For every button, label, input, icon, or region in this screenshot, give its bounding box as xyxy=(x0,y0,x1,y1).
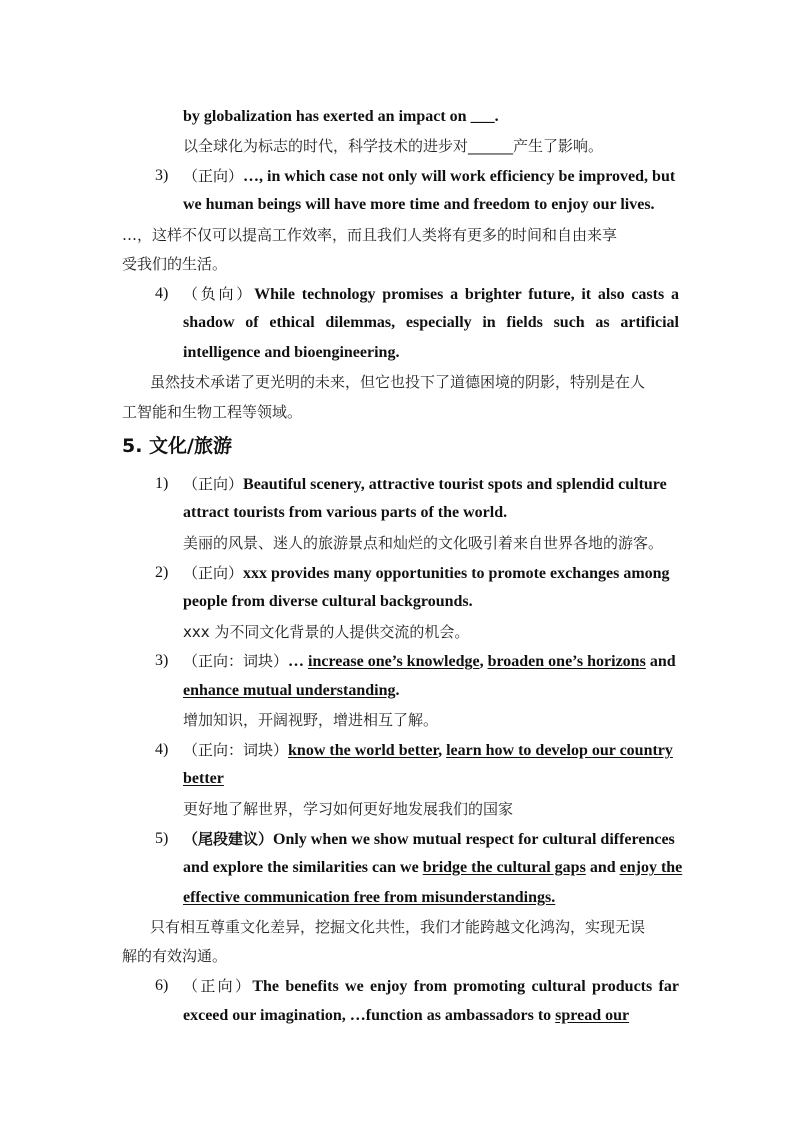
c5-phrase-2: enjoy the xyxy=(619,859,683,876)
c4-sep1: , xyxy=(438,742,447,759)
item3-en-line1 xyxy=(183,166,675,187)
item4-cn-line1: 虽然技术承诺了更光明的未来，但它也投下了道德困境的阴影，特别是在人 xyxy=(150,373,646,391)
c3-phrase-2: broaden one’s horizons xyxy=(487,653,646,670)
c1-cn: 美丽的风景、迷人的旅游景点和灿烂的文化吸引着来自世界各地的游客。 xyxy=(183,534,664,552)
c5-number: 5) xyxy=(155,830,169,847)
item4-cn-line2: 工智能和生物工程等领域。 xyxy=(122,403,303,421)
c4-phrase-2: learn how to develop our country xyxy=(446,742,673,759)
c4-en-line2 xyxy=(183,769,224,789)
item3-cn-line1: …，这样不仅可以提高工作效率，而且我们人类将有更多的时间和自由来享 xyxy=(122,226,618,244)
c2-en-line2: people from diverse cultural backgrounds. xyxy=(183,593,473,610)
c3-en-line2 xyxy=(183,681,400,701)
c6-pre2: exceed our imagination, …function as ambassadors to xyxy=(183,1007,556,1024)
c5-en-line2 xyxy=(183,858,682,878)
c4-en-line1 xyxy=(183,740,673,761)
c3-pre: … xyxy=(288,653,309,670)
c1-en-line2: attract tourists from various parts of the world. xyxy=(183,504,508,521)
c2-number: 2) xyxy=(155,564,169,581)
c4-phrase-3: better xyxy=(183,770,224,787)
c5-phrase-3: effective communication free from misunderstandings. xyxy=(183,889,556,906)
c5-en-line3 xyxy=(183,888,555,908)
c3-sep1: , xyxy=(479,653,488,670)
c6-en-line2 xyxy=(183,1006,629,1026)
c3-sep2: and xyxy=(645,653,676,670)
c3-number: 3) xyxy=(155,652,169,669)
item4-number: 4) xyxy=(155,285,169,302)
item3-tag: （正向） xyxy=(183,167,244,185)
c2-tag: （正向） xyxy=(183,564,244,582)
c2-cn: xxx 为不同文化背景的人提供交流的机会。 xyxy=(183,623,470,641)
c3-phrase-1: increase one’s knowledge xyxy=(308,653,480,670)
c1-en-line1 xyxy=(183,474,667,495)
c5-tag: （尾段建议） xyxy=(183,830,274,848)
c4-tag: （正向：词块） xyxy=(183,741,289,759)
c3-en-line1 xyxy=(183,651,676,672)
item4-en-line2: shadow of ethical dilemmas, especially in fields such as artificial xyxy=(183,314,679,331)
c6-number: 6) xyxy=(155,977,169,994)
c3-tag: （正向：词块） xyxy=(183,652,289,670)
c5-phrase-1: bridge the cultural gaps xyxy=(422,859,586,876)
c4-number: 4) xyxy=(155,741,169,758)
item3-en-line2: we human beings will have more time and freedom to enjoy our lives. xyxy=(183,196,655,213)
section-heading: 5. 文化/旅游 xyxy=(122,435,232,457)
item4-en-line3: intelligence and bioengineering. xyxy=(183,344,400,361)
item4-en-line1 xyxy=(183,284,679,305)
c1-tag: （正向） xyxy=(183,475,244,493)
c4-cn: 更好地了解世界，学习如何更好地发展我们的国家 xyxy=(183,800,514,818)
c1-number: 1) xyxy=(155,475,169,492)
item3-number: 3) xyxy=(155,167,169,184)
c5-en-text: Only when we show mutual respect for cultural differences xyxy=(273,831,675,848)
top-cn-line: 以全球化为标志的时代，科学技术的进步对______产生了影响。 xyxy=(183,137,604,155)
c1-en-text: Beautiful scenery, attractive tourist spots and splendid culture xyxy=(243,476,667,493)
top-en-line: by globalization has exerted an impact on ___. xyxy=(183,108,499,125)
c5-cn-line1: 只有相互尊重文化差异，挖掘文化共性，我们才能跨越文化鸿沟，实现无误 xyxy=(150,918,646,936)
c2-en-text: xxx provides many opportunities to promote exchanges among xyxy=(243,565,670,582)
c5-cn-line2: 解的有效沟通。 xyxy=(122,947,228,965)
c5-pre2: and explore the similarities can we xyxy=(183,859,423,876)
c3-phrase-3: enhance mutual understanding xyxy=(183,682,396,699)
c4-phrase-1: know the world better xyxy=(288,742,439,759)
c3-end: . xyxy=(395,682,400,699)
c6-phrase-1: spread our xyxy=(555,1007,630,1024)
c5-mid2: and xyxy=(585,859,620,876)
c6-en-text: The benefits we enjoy from promoting cultural products far xyxy=(252,978,679,995)
c6-en-line1 xyxy=(183,976,679,997)
item3-en-text: …, in which case not only will work efficiency be improved, but xyxy=(243,168,676,185)
c6-tag: （正向） xyxy=(183,977,253,995)
item3-cn-line2: 受我们的生活。 xyxy=(122,255,228,273)
c2-en-line1 xyxy=(183,563,670,584)
item4-en-text: While technology promises a brighter future, it also casts a xyxy=(254,286,679,303)
item4-tag: （负向） xyxy=(183,285,255,303)
c3-cn: 增加知识，开阔视野，增进相互了解。 xyxy=(183,711,439,729)
c5-en-line1 xyxy=(183,829,675,850)
